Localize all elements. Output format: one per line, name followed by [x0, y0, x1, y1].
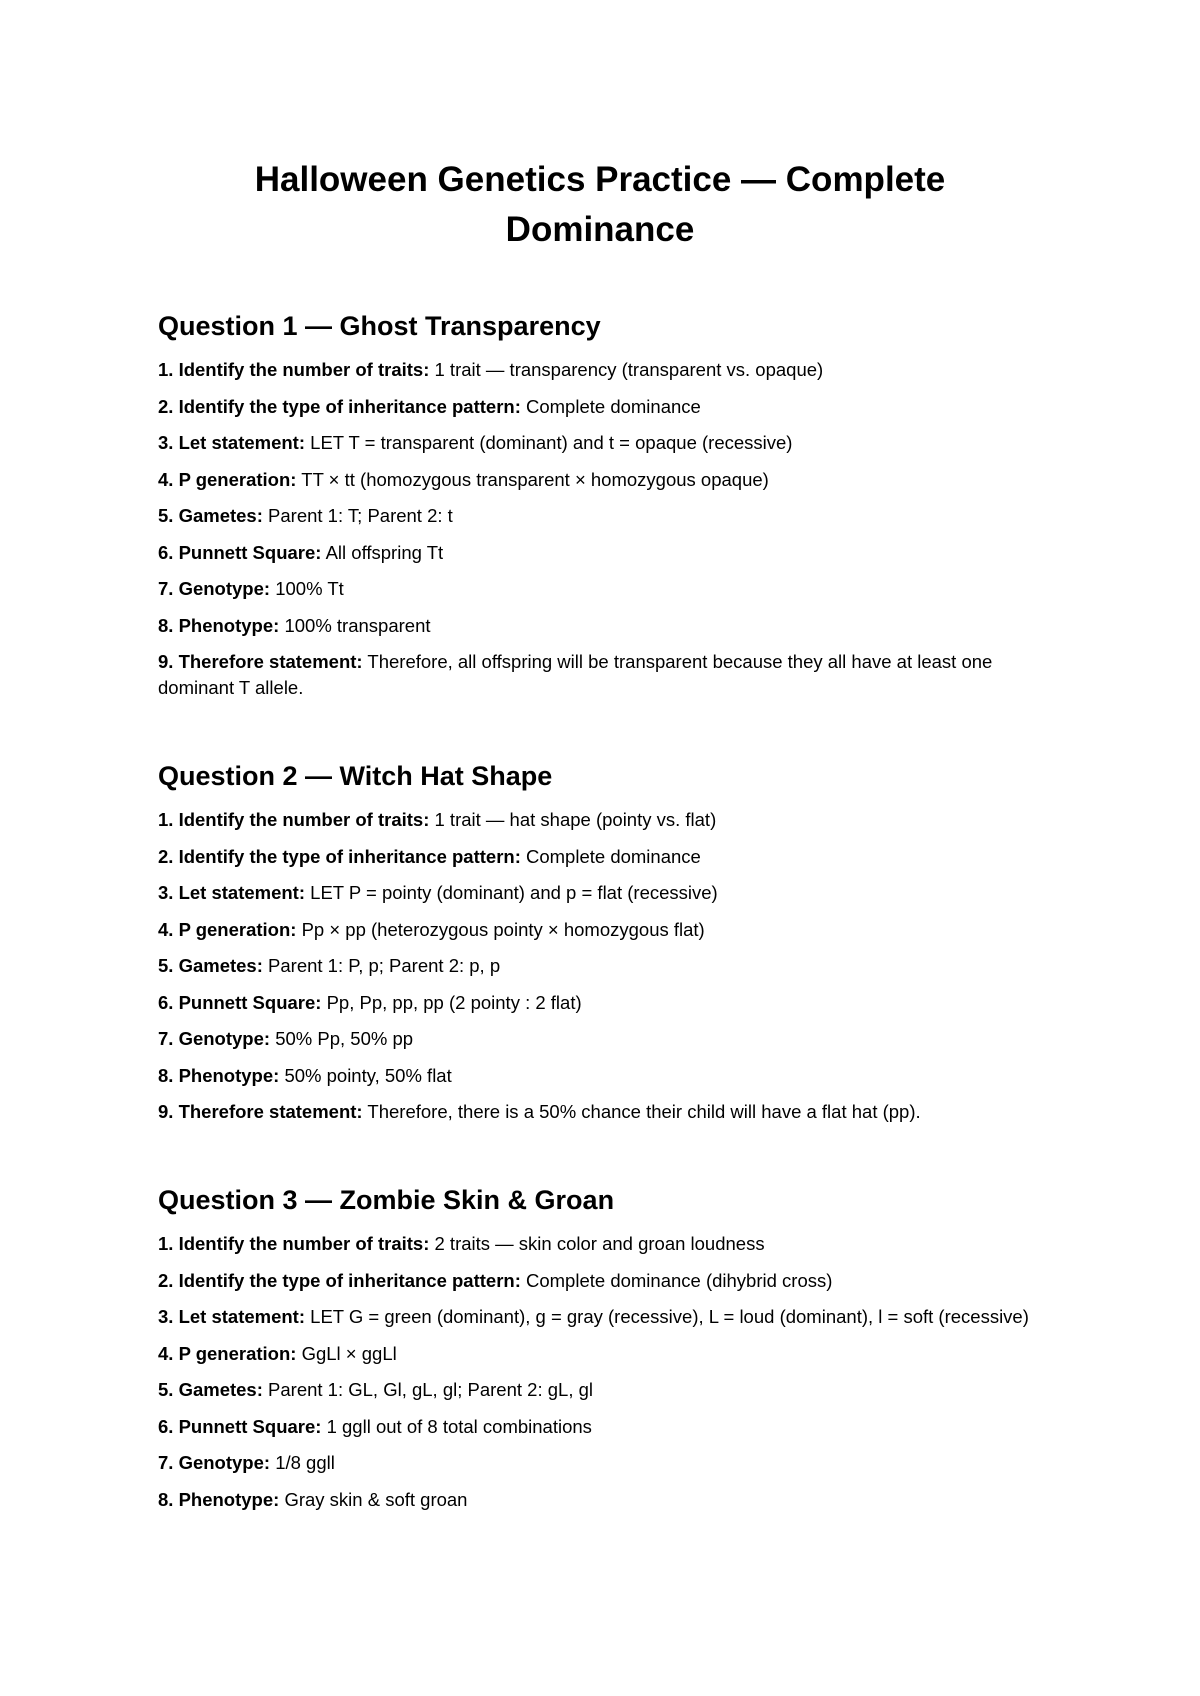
- step-label: 2. Identify the type of inheritance pattern:: [158, 1269, 521, 1291]
- step-label: 5. Gametes:: [158, 505, 263, 526]
- step-label: 7. Genotype:: [158, 1452, 271, 1473]
- step-answer: Complete dominance (dihybrid cross): [526, 1269, 833, 1291]
- q3-step-6: [158, 1414, 1058, 1440]
- q2-step-7: [158, 1026, 1058, 1052]
- q2-step-1: [158, 807, 1058, 833]
- step-label: 3. Let statement:: [158, 882, 306, 903]
- q3-step-7: [158, 1450, 1058, 1476]
- step-label: 6. Punnett Square:: [158, 541, 322, 563]
- step-label: 8. Phenotype:: [158, 1488, 280, 1510]
- step-answer: 100% Tt: [275, 578, 344, 599]
- step-answer: LET G = green (dominant), g = gray (recessive), L = loud (dominant), l = soft (recessive): [310, 1306, 1029, 1327]
- step-answer: Parent 1: T; Parent 2: t: [268, 505, 453, 526]
- q1-step-9: [158, 649, 1058, 701]
- step-label: 4. P generation:: [158, 1342, 297, 1364]
- step-answer: TT × tt (homozygous transparent × homozygous opaque): [301, 468, 769, 490]
- document-title: Halloween Genetics Practice — Complete Dominance: [254, 160, 946, 249]
- step-label: 7. Genotype:: [158, 1028, 271, 1049]
- step-label: 7. Genotype:: [158, 578, 271, 599]
- step-answer: 1 trait — transparency (transparent vs. opaque): [434, 359, 824, 380]
- q2-step-3: [158, 880, 1058, 906]
- q2-step-9: [158, 1099, 1058, 1125]
- question-2-section: [158, 756, 1058, 1136]
- step-label: 1. Identify the number of traits:: [158, 809, 430, 830]
- step-label: 4. P generation:: [158, 468, 297, 490]
- q1-step-6: [158, 540, 1058, 566]
- q2-step-8: [158, 1063, 1058, 1089]
- step-label: 4. P generation:: [158, 918, 297, 940]
- q3-step-4: [158, 1341, 1058, 1367]
- step-answer: 1 trait — hat shape (pointy vs. flat): [434, 809, 717, 830]
- step-answer: GgLl × ggLl: [301, 1342, 397, 1364]
- step-answer: Gray skin & soft groan: [284, 1488, 468, 1510]
- q3-step-3: [158, 1304, 1058, 1330]
- step-label: 5. Gametes:: [158, 1379, 263, 1400]
- step-answer: Therefore, there is a 50% chance their child will have a flat hat (pp).: [367, 1101, 921, 1122]
- question-3-section: [158, 1180, 1058, 1523]
- step-label: 6. Punnett Square:: [158, 1415, 322, 1437]
- step-answer: LET T = transparent (dominant) and t = opaque (recessive): [310, 432, 793, 453]
- question-1-heading: Question 1 — Ghost Transparency: [158, 311, 601, 341]
- q1-step-5: [158, 503, 1058, 529]
- step-label: 8. Phenotype:: [158, 614, 280, 636]
- step-label: 8. Phenotype:: [158, 1064, 280, 1086]
- question-2-heading: Question 2 — Witch Hat Shape: [158, 761, 553, 791]
- step-answer: 1/8 ggll: [275, 1452, 335, 1473]
- step-label: 9. Therefore statement:: [158, 651, 363, 672]
- q1-step-8: [158, 613, 1058, 639]
- step-answer: Therefore, all offspring will be transparent because they all have at least one dominant T allele.: [158, 651, 993, 698]
- step-answer: 50% pointy, 50% flat: [284, 1064, 452, 1086]
- q3-step-8: [158, 1487, 1058, 1513]
- step-label: 5. Gametes:: [158, 955, 263, 976]
- step-answer: Complete dominance: [526, 845, 701, 867]
- step-answer: Parent 1: GL, Gl, gL, gl; Parent 2: gL, gl: [268, 1379, 593, 1400]
- step-answer: Pp, Pp, pp, pp (2 pointy : 2 flat): [326, 991, 582, 1013]
- q1-step-4: [158, 467, 1058, 493]
- q1-step-3: [158, 430, 1058, 456]
- question-3-heading: Question 3 — Zombie Skin & Groan: [158, 1185, 615, 1215]
- q1-step-7: [158, 576, 1058, 602]
- step-label: 9. Therefore statement:: [158, 1101, 363, 1122]
- q2-step-2: [158, 844, 1058, 870]
- step-label: 2. Identify the type of inheritance pattern:: [158, 845, 521, 867]
- q2-step-6: [158, 990, 1058, 1016]
- q1-step-2: [158, 394, 1058, 420]
- step-answer: 2 traits — skin color and groan loudness: [434, 1233, 765, 1254]
- step-label: 3. Let statement:: [158, 432, 306, 453]
- step-label: 3. Let statement:: [158, 1306, 306, 1327]
- step-label: 1. Identify the number of traits:: [158, 1233, 430, 1254]
- q2-step-5: [158, 953, 1058, 979]
- step-answer: 50% Pp, 50% pp: [275, 1028, 414, 1049]
- step-label: 1. Identify the number of traits:: [158, 359, 430, 380]
- question-1-section: [158, 306, 1058, 712]
- step-label: 6. Punnett Square:: [158, 991, 322, 1013]
- q3-step-1: [158, 1231, 1058, 1257]
- q3-step-5: [158, 1377, 1058, 1403]
- step-answer: Pp × pp (heterozygous pointy × homozygous flat): [301, 918, 705, 940]
- step-answer: Parent 1: P, p; Parent 2: p, p: [268, 955, 501, 976]
- step-answer: LET P = pointy (dominant) and p = flat (recessive): [310, 882, 718, 903]
- step-label: 2. Identify the type of inheritance pattern:: [158, 395, 521, 417]
- step-answer: 100% transparent: [284, 614, 431, 636]
- step-answer: 1 ggll out of 8 total combinations: [326, 1415, 592, 1437]
- q3-step-2: [158, 1268, 1058, 1294]
- q1-step-1: [158, 357, 1058, 383]
- step-answer: Complete dominance: [526, 395, 701, 417]
- step-answer: All offspring Tt: [325, 541, 444, 563]
- q2-step-4: [158, 917, 1058, 943]
